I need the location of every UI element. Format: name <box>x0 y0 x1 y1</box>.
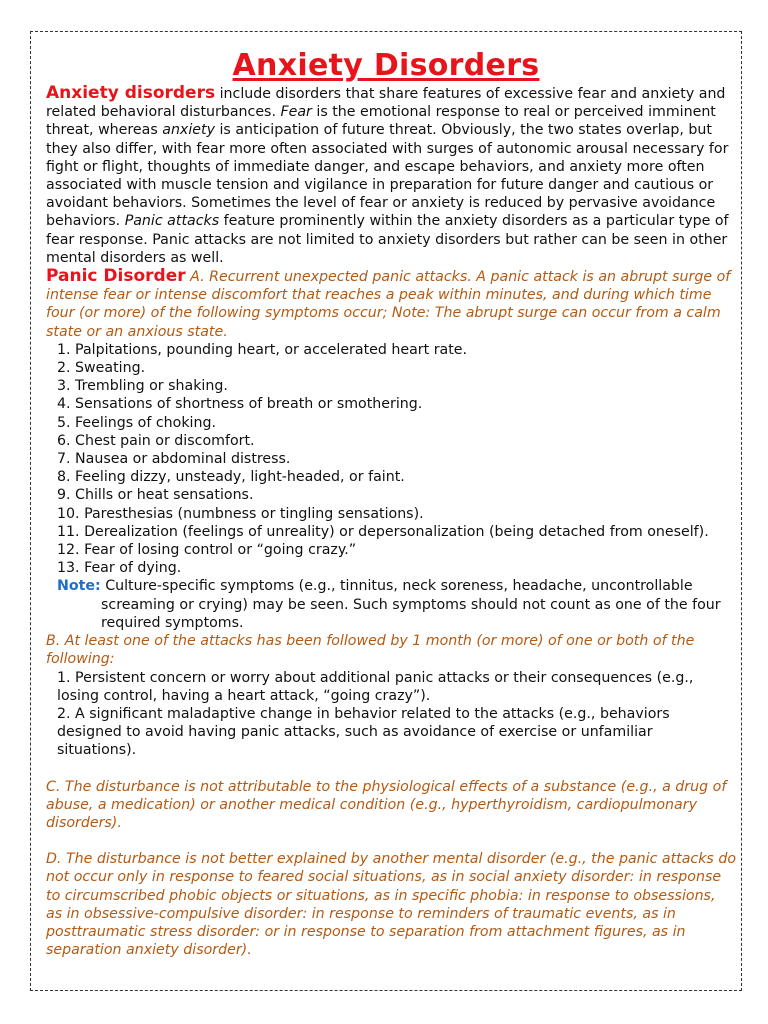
list-item: 8. Feeling dizzy, unsteady, light-headed, or faint. <box>57 469 405 486</box>
list-item: 5. Feelings of choking. <box>57 414 216 431</box>
intro-text-2: is the emotional response to real or perceived imminent threat, whereas <box>46 104 716 139</box>
document-page <box>30 31 742 991</box>
document-body <box>46 84 736 959</box>
page-title: Anxiety Disorders <box>232 48 540 83</box>
criterion-a: A. Recurrent unexpected panic attacks. A panic attack is an abrupt surge of intense fear or intense discomfort that reaches a peak within minutes, and during which time four (or more) of the following symptoms occur; Note: The abrupt surge can occur from a calm state or an anxious state. <box>46 269 731 340</box>
list-item: 1. Palpitations, pounding heart, or accelerated heart rate. <box>57 341 468 358</box>
criterion-b-list <box>46 669 736 760</box>
note-block <box>46 577 736 632</box>
list-item: 12. Fear of losing control or “going crazy.” <box>57 542 357 559</box>
list-item: 4. Sensations of shortness of breath or smothering. <box>57 396 423 413</box>
spacer <box>46 760 736 778</box>
criterion-d: D. The disturbance is not better explained by another mental disorder (e.g., the panic attacks do not occur only in response to feared social situations, as in social anxiety disorder: in response to circumscribed phobic objects or situations, as in specific phobia: in response to obsessions, as in obsessive-compulsive disorder: in response to reminders of traumatic events, as in posttraumatic stress disorder: or in response to separation from attachment figures, as in separation anxiety disorder). <box>46 851 737 959</box>
intro-paragraph <box>46 84 736 267</box>
list-item: 7. Nausea or abdominal distress. <box>57 451 291 468</box>
list-item: 10. Paresthesias (numbness or tingling sensations). <box>57 505 424 522</box>
list-item: 2. Sweating. <box>57 360 146 377</box>
list-item: 3. Trembling or shaking. <box>57 378 228 395</box>
list-item: 6. Chest pain or discomfort. <box>57 432 255 449</box>
list-item: 11. Derealization (feelings of unreality) or depersonalization (being detached from oneself). <box>57 523 709 540</box>
list-item: 13. Fear of dying. <box>57 560 182 577</box>
note-label: Note: <box>57 578 101 595</box>
panic-disorder-heading: Panic Disorder <box>46 266 186 287</box>
criterion-b: B. At least one of the attacks has been followed by 1 month (or more) of one or both of the following: <box>46 633 695 668</box>
list-item: 9. Chills or heat sensations. <box>57 487 254 504</box>
intro-text-3: is anticipation of future threat. Obviously, the two states overlap, but they also differ, with fear more often associated with surges of autonomic arousal necessary for fight or flight, thoughts of immediate danger, and escape behaviors, and anxiety more often associated with muscle tension and vigilance in preparation for future danger and cautious or avoidant behaviors. Sometimes the level of fear or anxiety is reduced by pervasive avoidance behaviors. <box>46 122 729 230</box>
criterion-c: C. The disturbance is not attributable to the physiological effects of a substance (e.g., a drug of abuse, a medication) or another medical condition (e.g., hyperthyroidism, cardiopulmonary disorders). <box>46 778 727 831</box>
intro-text-1: include disorders that share features of excessive fear and anxiety and related behavioral disturbances. <box>46 86 726 121</box>
intro-anxiety-term: anxiety <box>162 122 215 139</box>
list-item: 2. A significant maladaptive change in behavior related to the attacks (e.g., behaviors designed to avoid having panic attacks, such as avoidance of exercise or unfamiliar situations). <box>57 705 670 759</box>
intro-panic-attacks-term: Panic attacks <box>124 213 220 230</box>
symptom-list <box>46 341 736 578</box>
note-text-rest: screaming or crying) may be seen. Such symptoms should not count as one of the four required symptoms. <box>101 596 721 631</box>
intro-heading: Anxiety disorders <box>46 83 216 103</box>
intro-fear-term: Fear <box>280 104 312 121</box>
note-text-first: Culture-specific symptoms (e.g., tinnitus, neck soreness, headache, uncontrollable <box>100 578 693 595</box>
panic-disorder-paragraph <box>46 267 736 341</box>
spacer <box>46 832 736 850</box>
list-item: 1. Persistent concern or worry about additional panic attacks or their consequences (e.g., losing control, having a heart attack, “going crazy”). <box>57 669 694 704</box>
intro-text-4: feature prominently within the anxiety disorders as a particular type of fear response. Panic attacks are not limited to anxiety disorders but rather can be seen in other mental disorders as well. <box>46 213 729 266</box>
